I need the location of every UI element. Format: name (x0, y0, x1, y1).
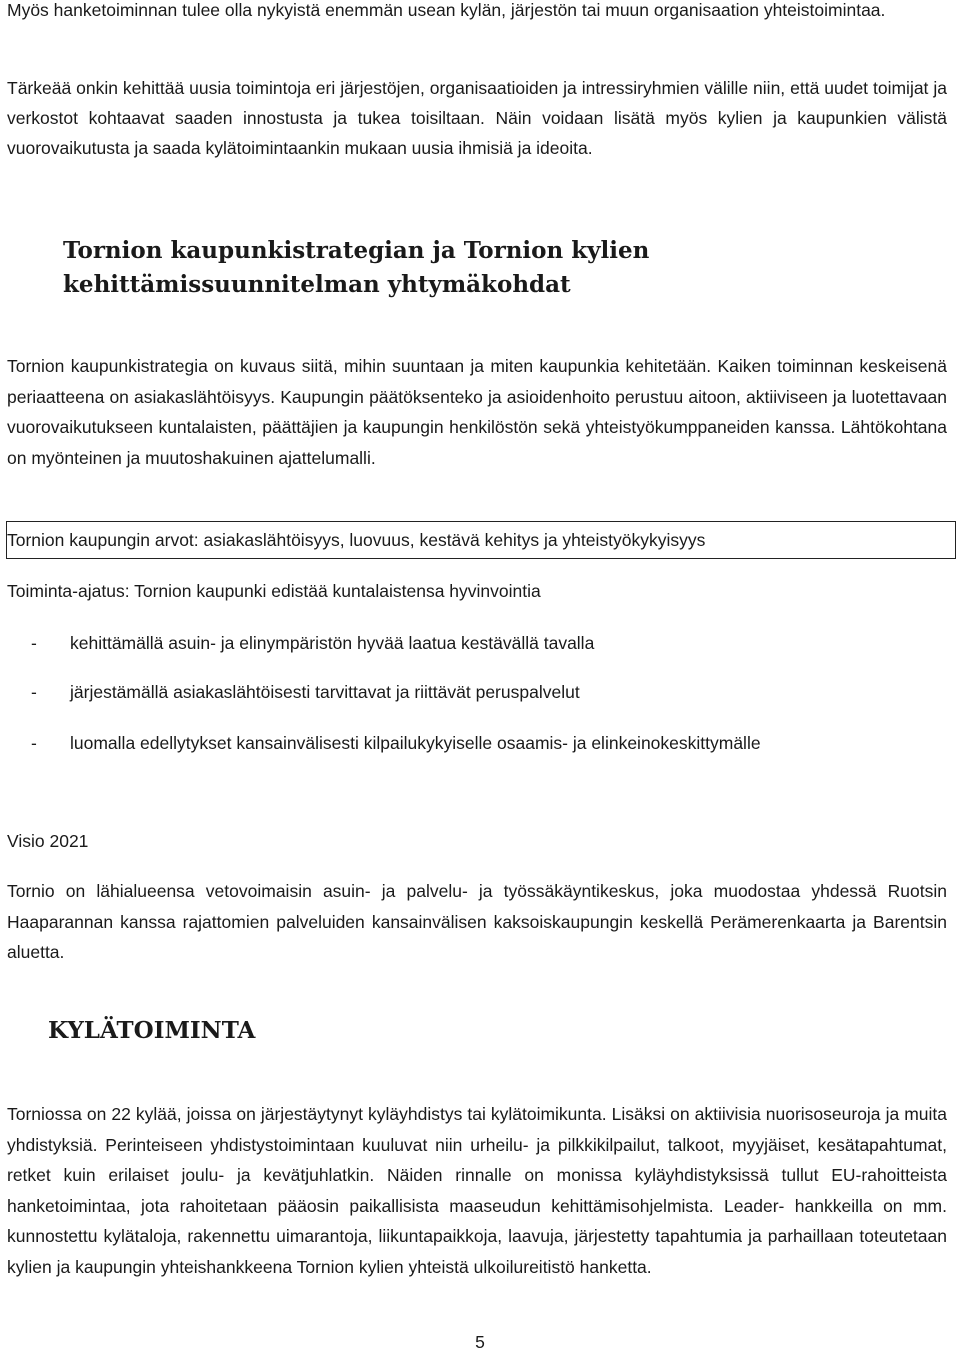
bullet-text: luomalla edellytykset kansainvälisesti kilpailukykyiselle osaamis- ja elinkeinokeskittymälle (70, 733, 761, 753)
village-heading: KYLÄTOIMINTA (48, 1017, 256, 1044)
mission-bullet-list (7, 628, 947, 758)
intro-paragraph-2: Tärkeää onkin kehittää uusia toimintoja eri järjestöjen, organisaatioiden ja intressiryhmien välille niin, että uudet toimijat ja verkostot kohtaavat saaden innostusta ja tukea toisiltaan. Näin voidaan lisätä myös kylien ja kaupunkien välistä vuorovaikutusta ja saada kylätoimintaankin mukaan uusia ihmisiä ja ideoita. (7, 78, 947, 158)
strategy-heading: Tornion kaupunkistrategian ja Tornion kylien kehittämissuunnitelman yhtymäkohdat (63, 237, 650, 298)
page-number: 5 (475, 1332, 485, 1352)
village-paragraph: Torniossa on 22 kylää, joissa on järjestäytynyt kyläyhdistys tai kylätoimikunta. Lisäksi on aktiivisia nuorisoseuroja ja muita yhdistyksiä. Perinteiseen yhdistystoimintaan kuuluvat niin urheilu- ja pilkkikilpailut, talkoot, myyjäiset, kesätapahtumat, retket kuin erilaiset joulu- ja kevätjuhlatkin. Näiden rinnalle on monissa kyläyhdistyksissä tullut EU-rahoitteista hanketoimintaa, jota rahoitetaan pääosin paikallisista maaseudun kehittämisohjelmista. Leader- hankkeilla on mm. kunnostettu kylätaloja, rakennettu uimarantoja, liikuntapaikkoja, laavuja, järjestetty tapahtumia ja parhaillaan toteutetaan kylien ja kaupungin yhteishankkeena Tornion kylien yhteistä ulkoilureitistö hanketta. (7, 1104, 947, 1277)
mission-statement: Toiminta-ajatus: Tornion kaupunki edistää kuntalaistensa hyvinvointia (7, 581, 541, 601)
values-text: Tornion kaupungin arvot: asiakaslähtöisyys, luovuus, kestävä kehitys ja yhteistyökykyisyys (7, 530, 706, 550)
bullet-text: järjestämällä asiakaslähtöisesti tarvittavat ja riittävät peruspalvelut (70, 682, 580, 702)
bullet-marker: - (31, 682, 37, 702)
intro-paragraph-1: Myös hanketoiminnan tulee olla nykyistä enemmän usean kylän, järjestön tai muun organisaation yhteistoimintaa. (7, 0, 886, 20)
bullet-text: kehittämällä asuin- ja elinympäristön hyvää laatua kestävällä tavalla (70, 633, 595, 653)
strategy-paragraph: Tornion kaupunkistrategia on kuvaus siitä, mihin suuntaan ja miten kaupunkia kehitetään. Kaiken toiminnan keskeisenä periaatteena on asiakaslähtöisyys. Kaupungin päätöksenteko ja asioidenhoito perustuu aitoon, aktiiviseen ja luotettavaan vuorovaikutukseen kuntalaisten, päättäjien ja kaupungin henkilöstön sekä yhteistyökumppaneiden kanssa. Lähtökohtana on myönteinen ja muutoshakuinen ajattelumalli. (7, 356, 947, 468)
vision-text: Tornio on lähialueensa vetovoimaisin asuin- ja palvelu- ja työssäkäyntikeskus, joka muodostaa yhdessä Ruotsin Haaparannan kanssa rajattomien palveluiden kansainvälisen kaksoiskaupungin keskellä Perämerenkaarta ja Barentsin aluetta. (7, 881, 947, 962)
list-item (0, 628, 947, 658)
list-item (0, 728, 947, 758)
bullet-marker: - (31, 633, 37, 653)
bullet-marker: - (31, 733, 37, 753)
vision-title: Visio 2021 (7, 831, 89, 851)
values-box (6, 521, 956, 559)
list-item (0, 677, 947, 707)
